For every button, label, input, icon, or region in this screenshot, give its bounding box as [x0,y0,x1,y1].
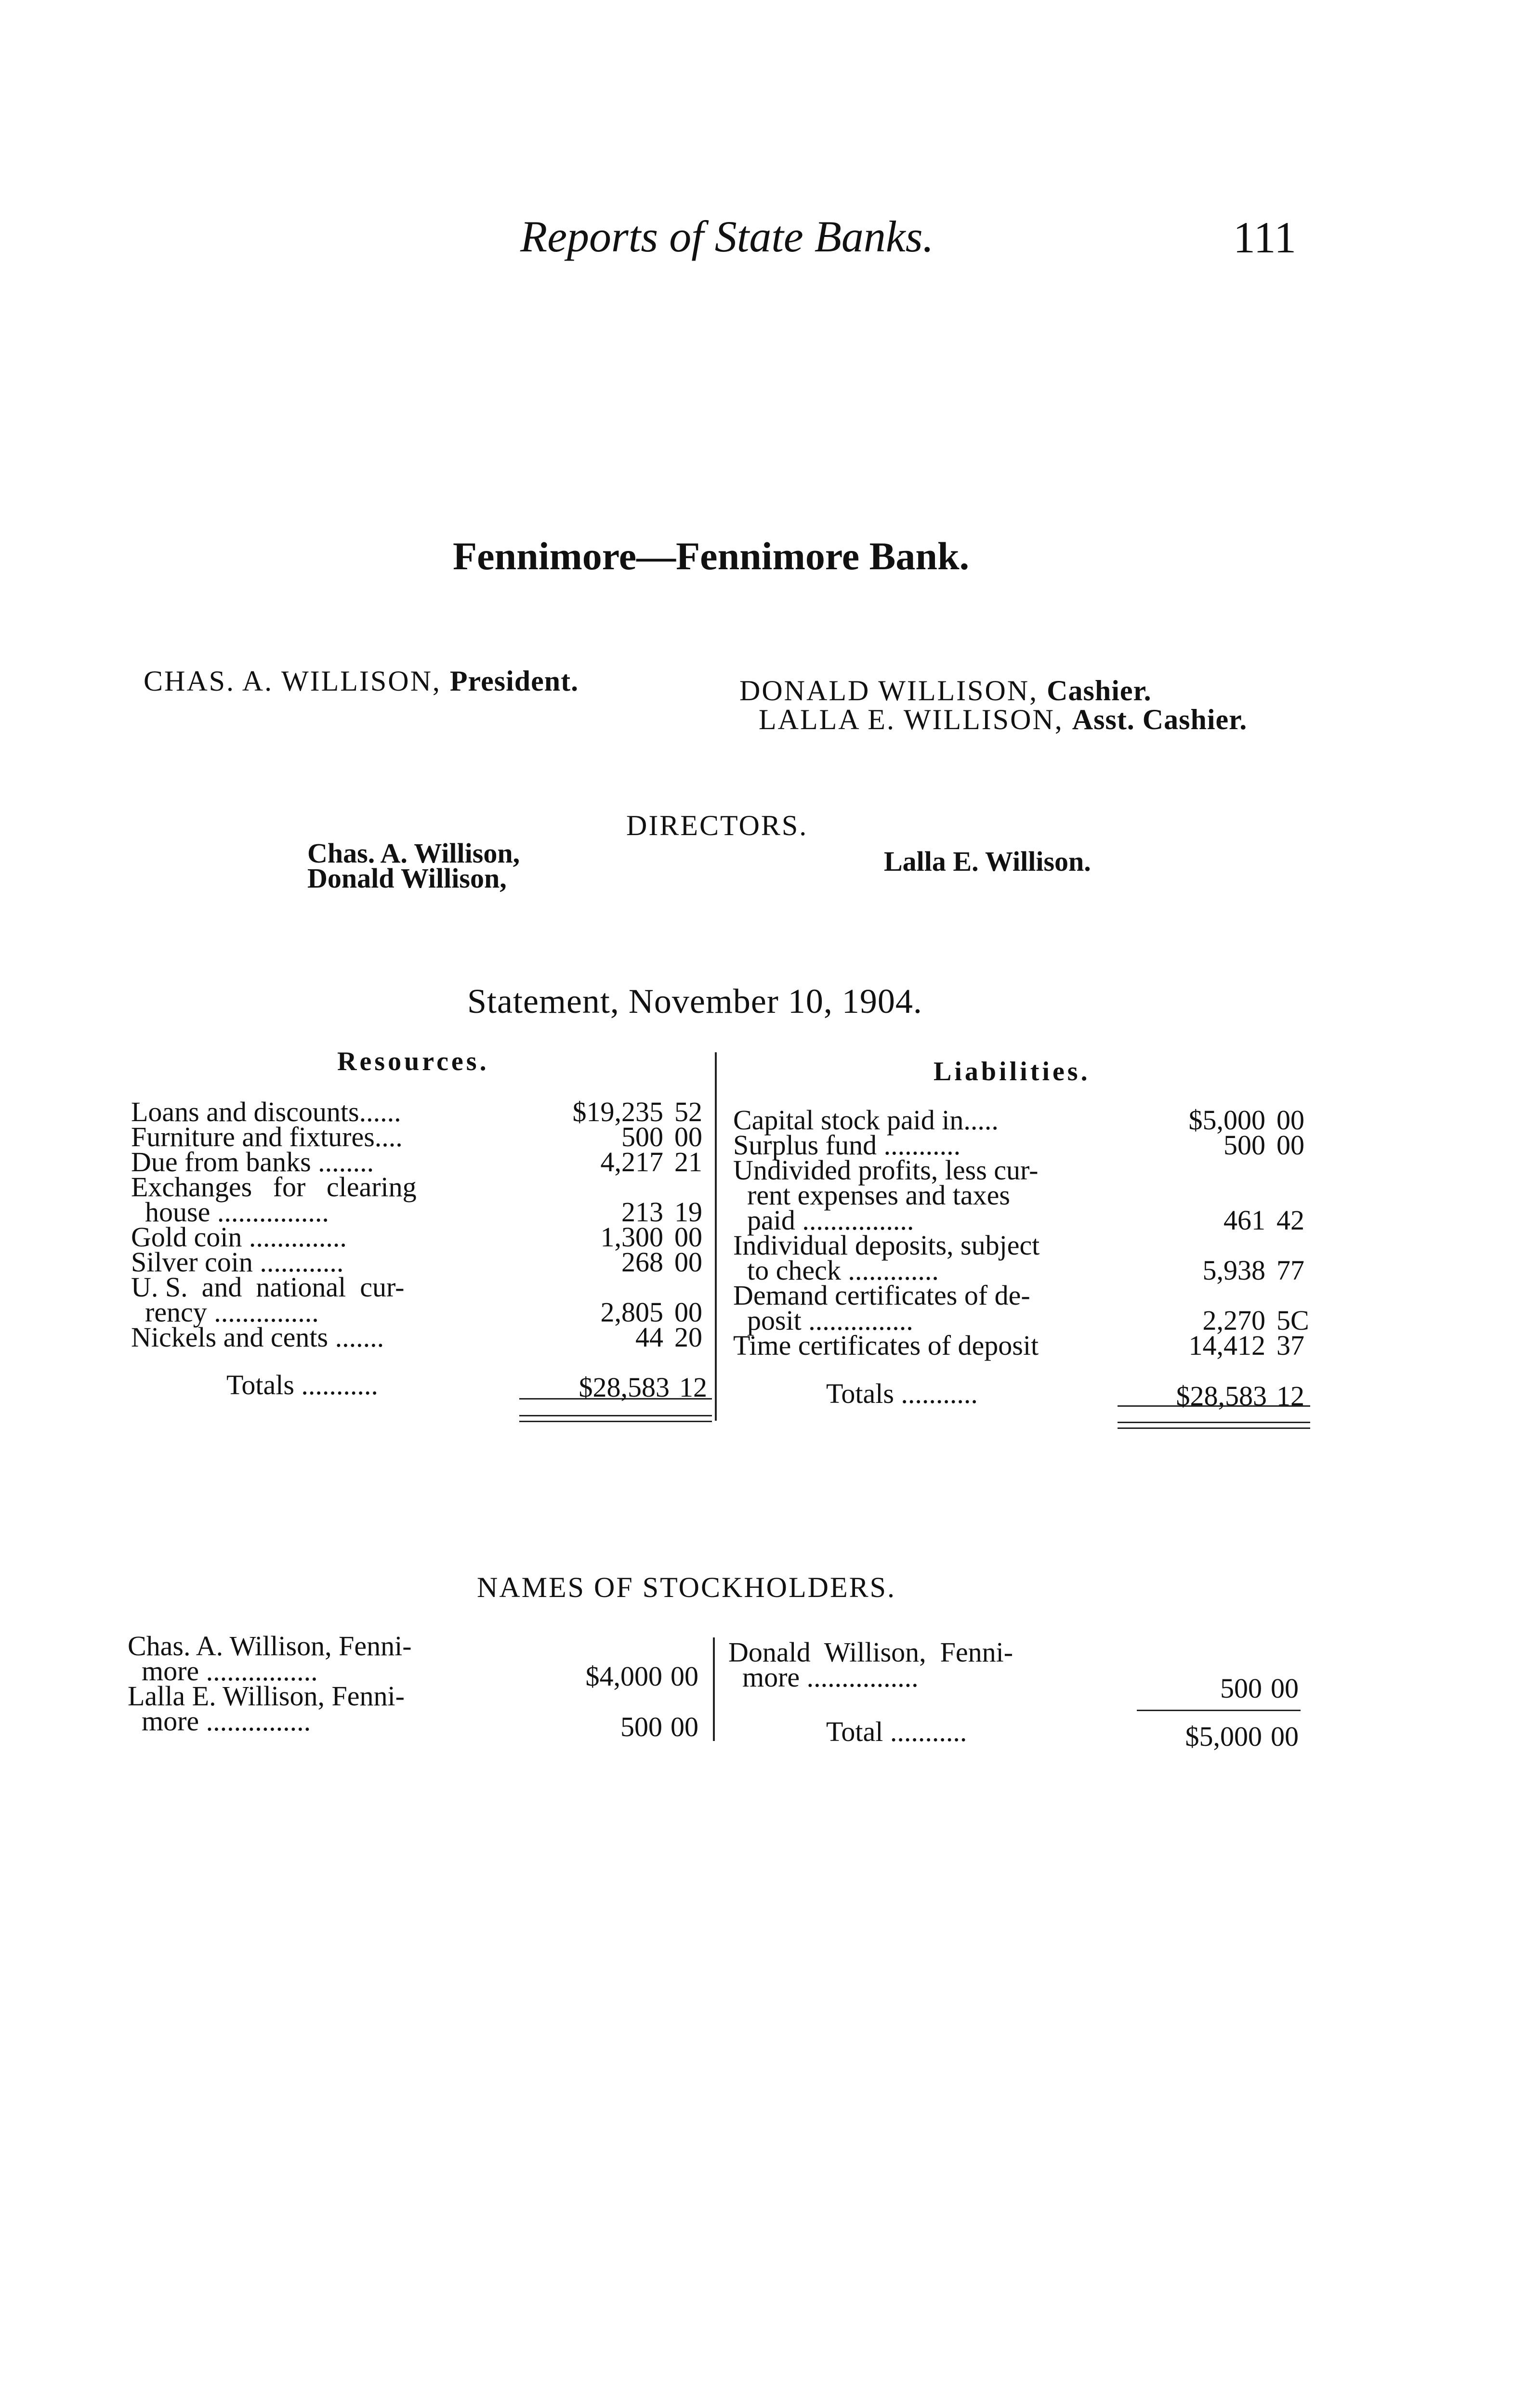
stockholders-total-label: Total ........... [826,1716,967,1747]
liabilities-amount-cents: 00 [1276,1129,1304,1161]
liabilities-amount-cents: 77 [1276,1255,1304,1286]
stockholders-total-cents: 00 [1271,1721,1299,1752]
resources-amount-cents: 00 [674,1121,702,1152]
resources-amount-cents: 00 [674,1296,702,1328]
stockholder-name: Chas. A. Willison, Fenni- [128,1630,412,1662]
liabilities-label: rent expenses and taxes [733,1179,1010,1211]
liabilities-total-cents: 12 [1276,1380,1304,1412]
resources-table [131,1096,719,1369]
resources-amount-cents: 00 [674,1246,702,1278]
running-title: Reports of State Banks. [520,212,934,261]
resources-amount-dollars: 2,805 [600,1296,663,1328]
resources-amount-cents: 20 [674,1322,702,1353]
resources-label: Loans and discounts...... [131,1096,401,1127]
president-title: President. [449,665,579,697]
liabilities-heading: Liabilities. [934,1057,1091,1086]
stockholder-dollars: $4,000 [585,1661,662,1692]
director-name: Donald Willison, [307,863,507,894]
director-name: Chas. A. Willison, [307,838,520,869]
liabilities-amount-dollars: 5,938 [1202,1255,1265,1286]
stockholders-divider [713,1637,715,1741]
resources-amount-cents: 00 [674,1221,702,1253]
president-line [144,665,579,698]
statement-title: Statement, November 10, 1904. [467,982,922,1021]
resources-total-dollars: $28,583 [579,1372,670,1403]
stockholder-name: Donald Willison, Fenni- [728,1636,1013,1668]
stockholder-residence: more ................ [728,1662,919,1693]
resources-label: Due from banks ........ [131,1146,374,1178]
liabilities-amount-dollars: 461 [1223,1204,1265,1236]
asst-cashier-line [759,703,1247,736]
liabilities-double-rule [1118,1422,1310,1423]
resources-heading: Resources. [337,1047,489,1076]
liabilities-label: Individual deposits, subject [733,1230,1040,1261]
stockholder-name: Lalla E. Willison, Fenni- [128,1680,405,1712]
resources-amount-dollars: 4,217 [600,1146,663,1178]
president-name: CHAS. A. WILLISON, [144,665,441,697]
resources-double-rule [519,1421,712,1422]
liabilities-label: Undivided profits, less cur- [733,1154,1039,1186]
column-divider [715,1052,717,1421]
cashier-line [739,674,1152,707]
liabilities-table [733,1104,1326,1377]
liabilities-amount-dollars: 14,412 [1188,1330,1265,1361]
resources-label: U. S. and national cur- [131,1271,405,1303]
stockholders-heading: NAMES OF STOCKHOLDERS. [477,1571,896,1603]
stockholder-entry [128,1630,412,1687]
resources-label: Exchanges for clearing [131,1171,417,1203]
resources-double-rule [519,1415,712,1416]
page-number: 111 [1233,213,1297,262]
director-name: Lalla E. Willison. [884,846,1091,877]
bank-title: Fennimore—Fennimore Bank. [453,534,970,578]
asst-cashier-name: LALLA E. WILLISON, [759,704,1064,735]
cashier-title: Cashier. [1047,675,1152,707]
liabilities-label: Capital stock paid in..... [733,1104,999,1136]
resources-amount-dollars: 500 [621,1121,663,1152]
resources-amount-dollars: $19,235 [572,1096,663,1127]
liabilities-amount-dollars: 2,270 [1202,1305,1265,1336]
liabilities-amount-cents: 37 [1276,1330,1304,1361]
liabilities-amount-dollars: $5,000 [1188,1104,1265,1136]
liabilities-label: Surplus fund ........... [733,1129,961,1161]
asst-cashier-title: Asst. Cashier. [1072,704,1248,735]
resources-label: Nickels and cents ....... [131,1322,384,1353]
stockholder-dollars: 500 [620,1711,662,1742]
liabilities-amount-cents: 42 [1276,1204,1304,1236]
resources-label: house ................ [131,1196,329,1228]
liabilities-double-rule [1118,1427,1310,1429]
liabilities-amount-cents: 00 [1276,1104,1304,1136]
liabilities-label: Time certificates of deposit [733,1330,1039,1361]
resources-label: Silver coin ............ [131,1246,344,1278]
stockholders-total-rule [1137,1710,1301,1711]
cashier-name: DONALD WILLISON, [739,675,1039,707]
liabilities-label: to check ............. [733,1255,939,1286]
liabilities-label: posit ............... [733,1305,913,1336]
liabilities-total-dollars: $28,583 [1176,1380,1267,1412]
resources-label: Furniture and fixtures.... [131,1121,403,1152]
resources-label: rency ............... [131,1296,319,1328]
resources-amount-cents: 19 [674,1196,702,1228]
resources-label: Gold coin .............. [131,1221,347,1253]
resources-amount-dollars: 213 [621,1196,663,1228]
stockholder-cents: 00 [671,1711,698,1742]
resources-total-label: Totals ........... [226,1369,378,1400]
resources-amount-dollars: 44 [635,1322,663,1353]
liabilities-amount-dollars: 500 [1223,1129,1265,1161]
resources-amount-cents: 52 [674,1096,702,1127]
directors-heading: DIRECTORS. [626,810,808,841]
resources-amount-dollars: 268 [621,1246,663,1278]
stockholder-residence: more ............... [128,1705,311,1737]
liabilities-label: Demand certificates of de- [733,1280,1030,1311]
resources-amount-dollars: 1,300 [600,1221,663,1253]
stockholder-dollars: 500 [1220,1673,1262,1704]
resources-amount-cents: 21 [674,1146,702,1178]
stockholder-cents: 00 [1271,1673,1299,1704]
liabilities-total-label: Totals ........... [826,1378,978,1409]
stockholder-cents: 00 [671,1661,698,1692]
stockholder-entry [728,1636,1013,1693]
liabilities-label: paid ................ [733,1204,914,1236]
stockholder-residence: more ................ [128,1655,318,1687]
stockholders-total-dollars: $5,000 [1185,1721,1262,1752]
stockholder-entry [128,1680,405,1737]
liabilities-amount-cents: 5C [1276,1305,1309,1336]
resources-total-cents: 12 [679,1372,707,1403]
